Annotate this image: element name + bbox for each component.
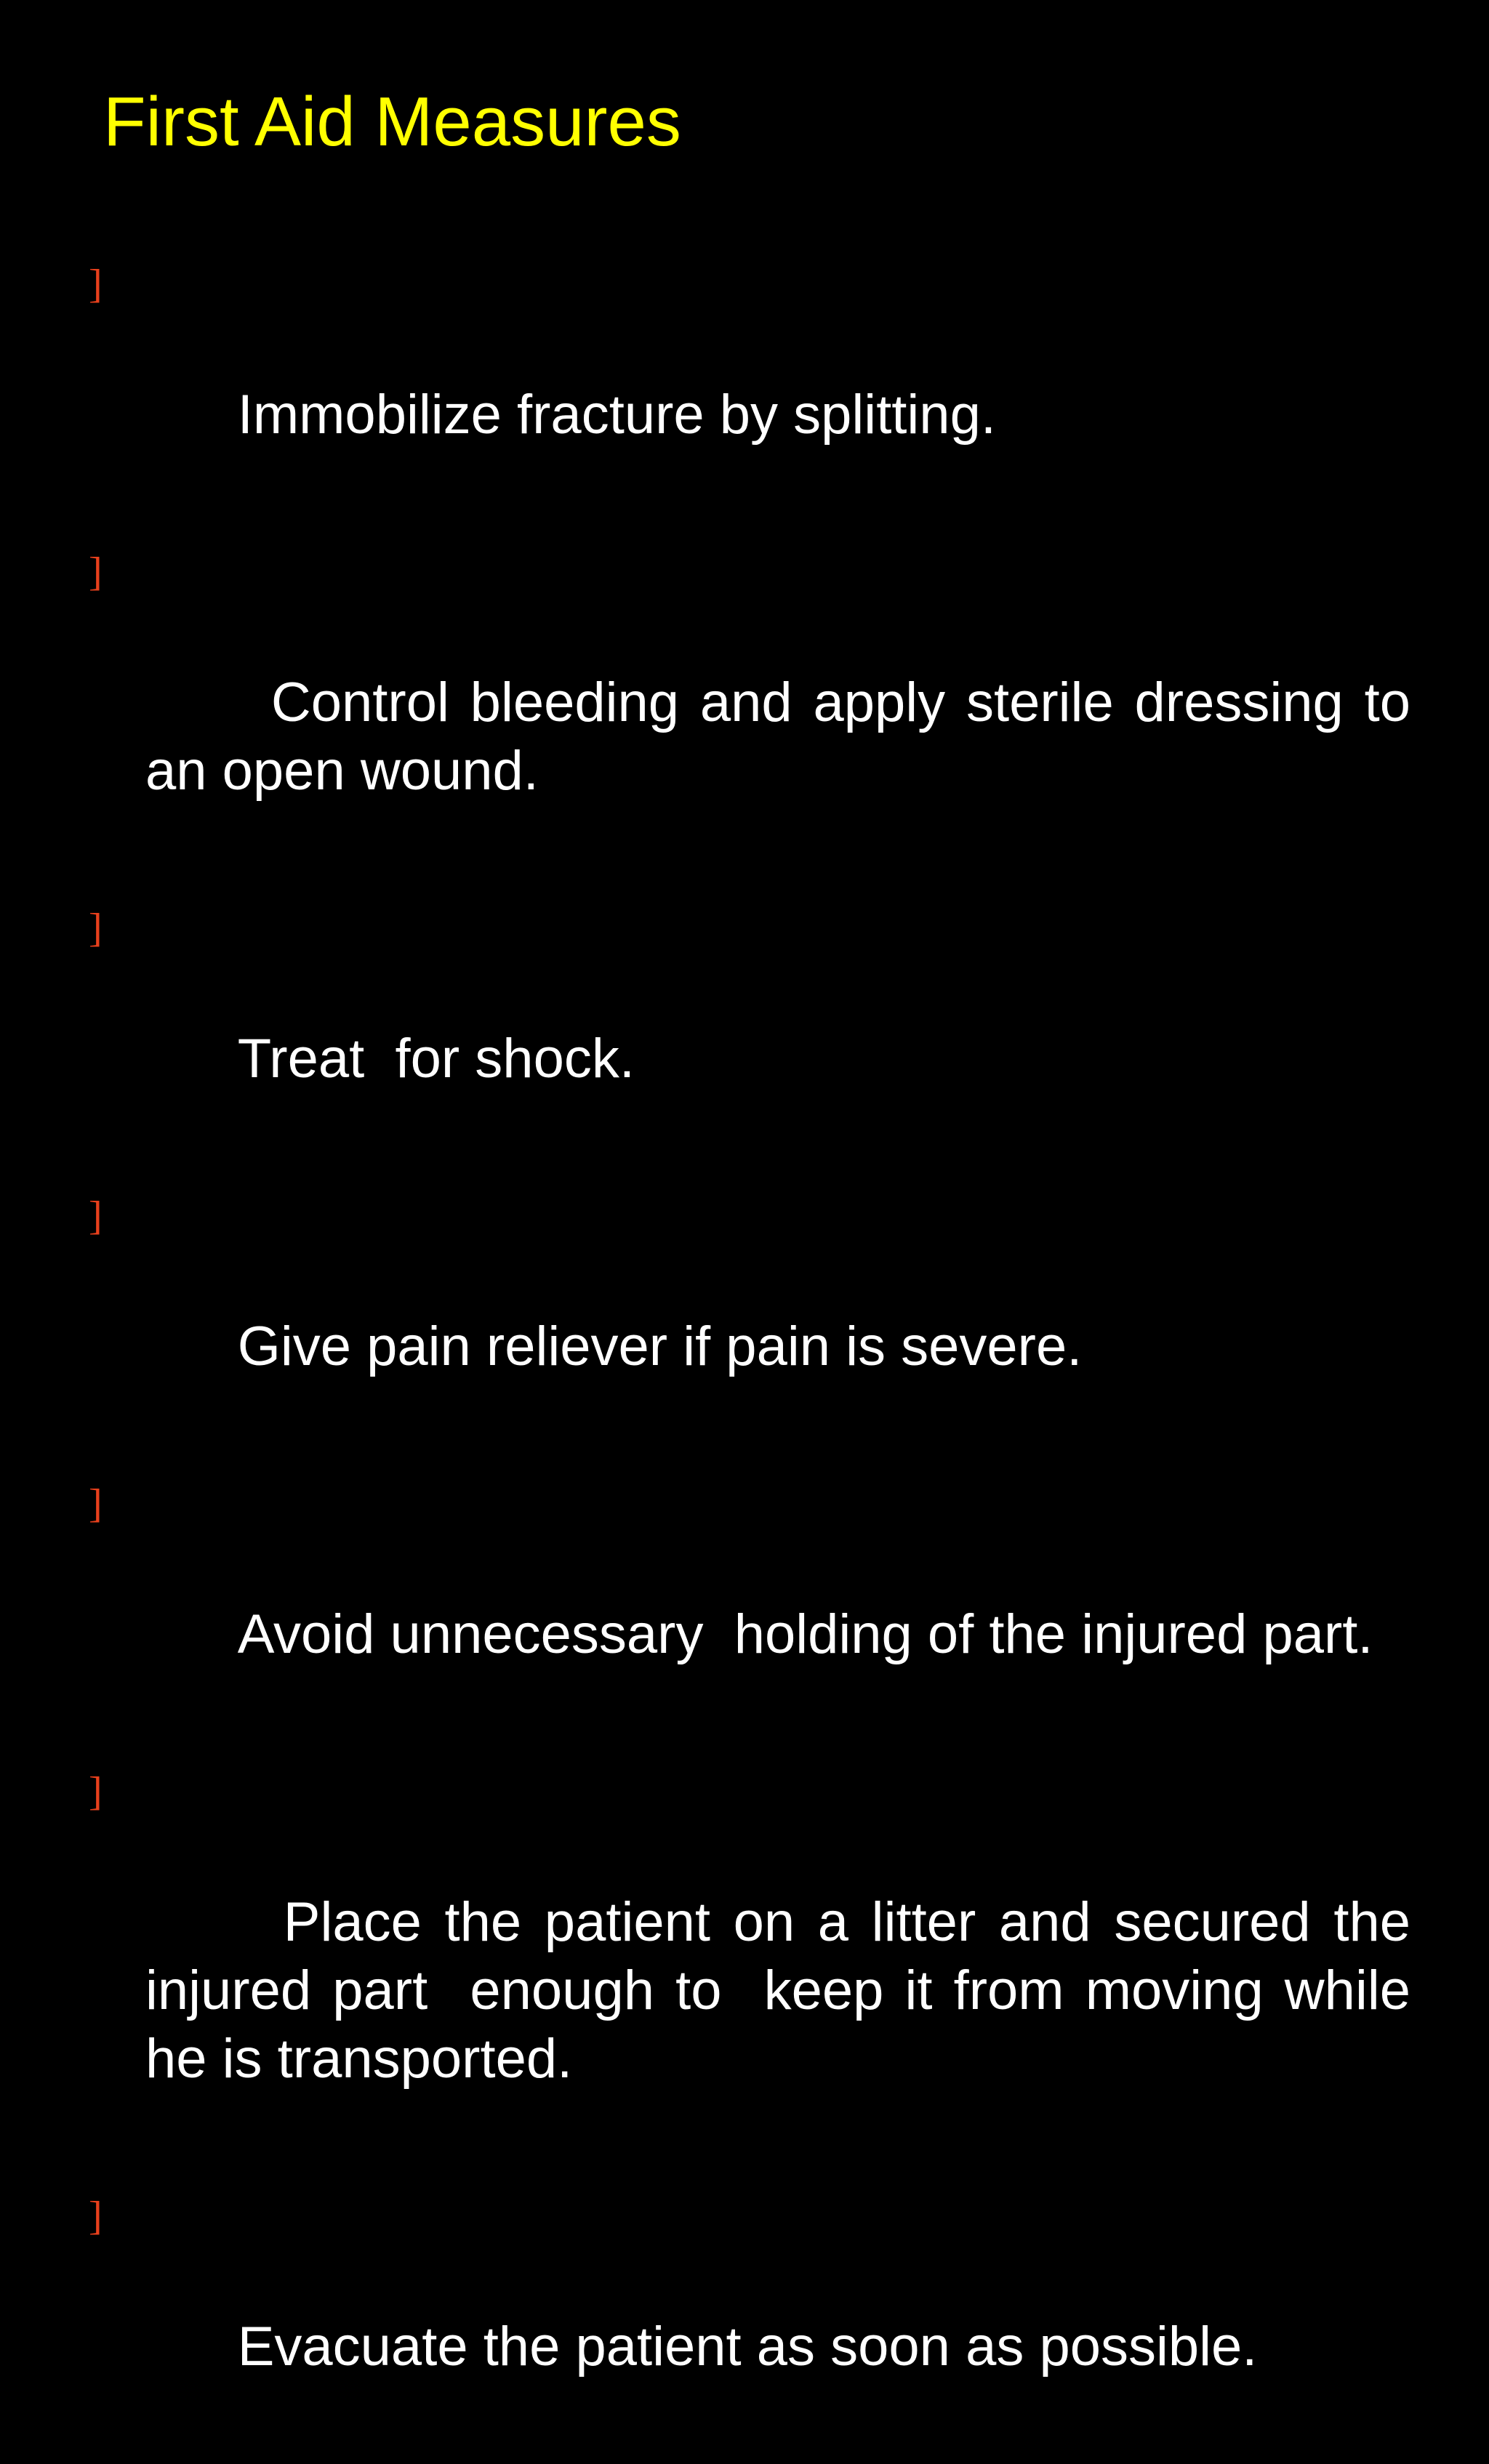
bullet-item: [87, 1464, 1410, 1737]
bullet-text: Avoid unnecessary holding of the injured part.: [237, 1603, 1373, 1665]
bullet-marker-icon: ]: [89, 1769, 103, 1814]
bullet-marker-icon: ]: [89, 262, 103, 307]
bullet-text: Give pain reliever if pain is severe.: [237, 1316, 1083, 1377]
bullet-marker-icon: ]: [89, 1193, 103, 1239]
bullet-marker-icon: ]: [89, 1481, 103, 1526]
bullet-item: [87, 532, 1426, 874]
bullet-text: Control bleeding and apply sterile dressing to an open wound.: [145, 672, 1426, 802]
bullet-text: Treat for shock.: [237, 1028, 635, 1090]
bullet-text: Place the patient on a litter and secured the injured part enough to keep it from moving while he is transported.: [145, 1891, 1426, 2090]
bullet-item: [87, 888, 1410, 1161]
bullet-text: Evacuate the patient as soon as possible.: [237, 2316, 1258, 2378]
bullet-text: Immobilize fracture by splitting.: [237, 384, 996, 446]
bullet-item: [87, 2176, 1410, 2449]
bullet-marker-icon: ]: [89, 2194, 103, 2239]
bullet-marker-icon: ]: [89, 906, 103, 951]
bullet-item: [87, 244, 1410, 518]
bullet-list: [87, 244, 1426, 2464]
bullet-item: [87, 1752, 1426, 2162]
bullet-item: [87, 1176, 1410, 1449]
bullet-marker-icon: ]: [89, 549, 103, 595]
slide-title: First Aid Measures: [103, 83, 681, 161]
